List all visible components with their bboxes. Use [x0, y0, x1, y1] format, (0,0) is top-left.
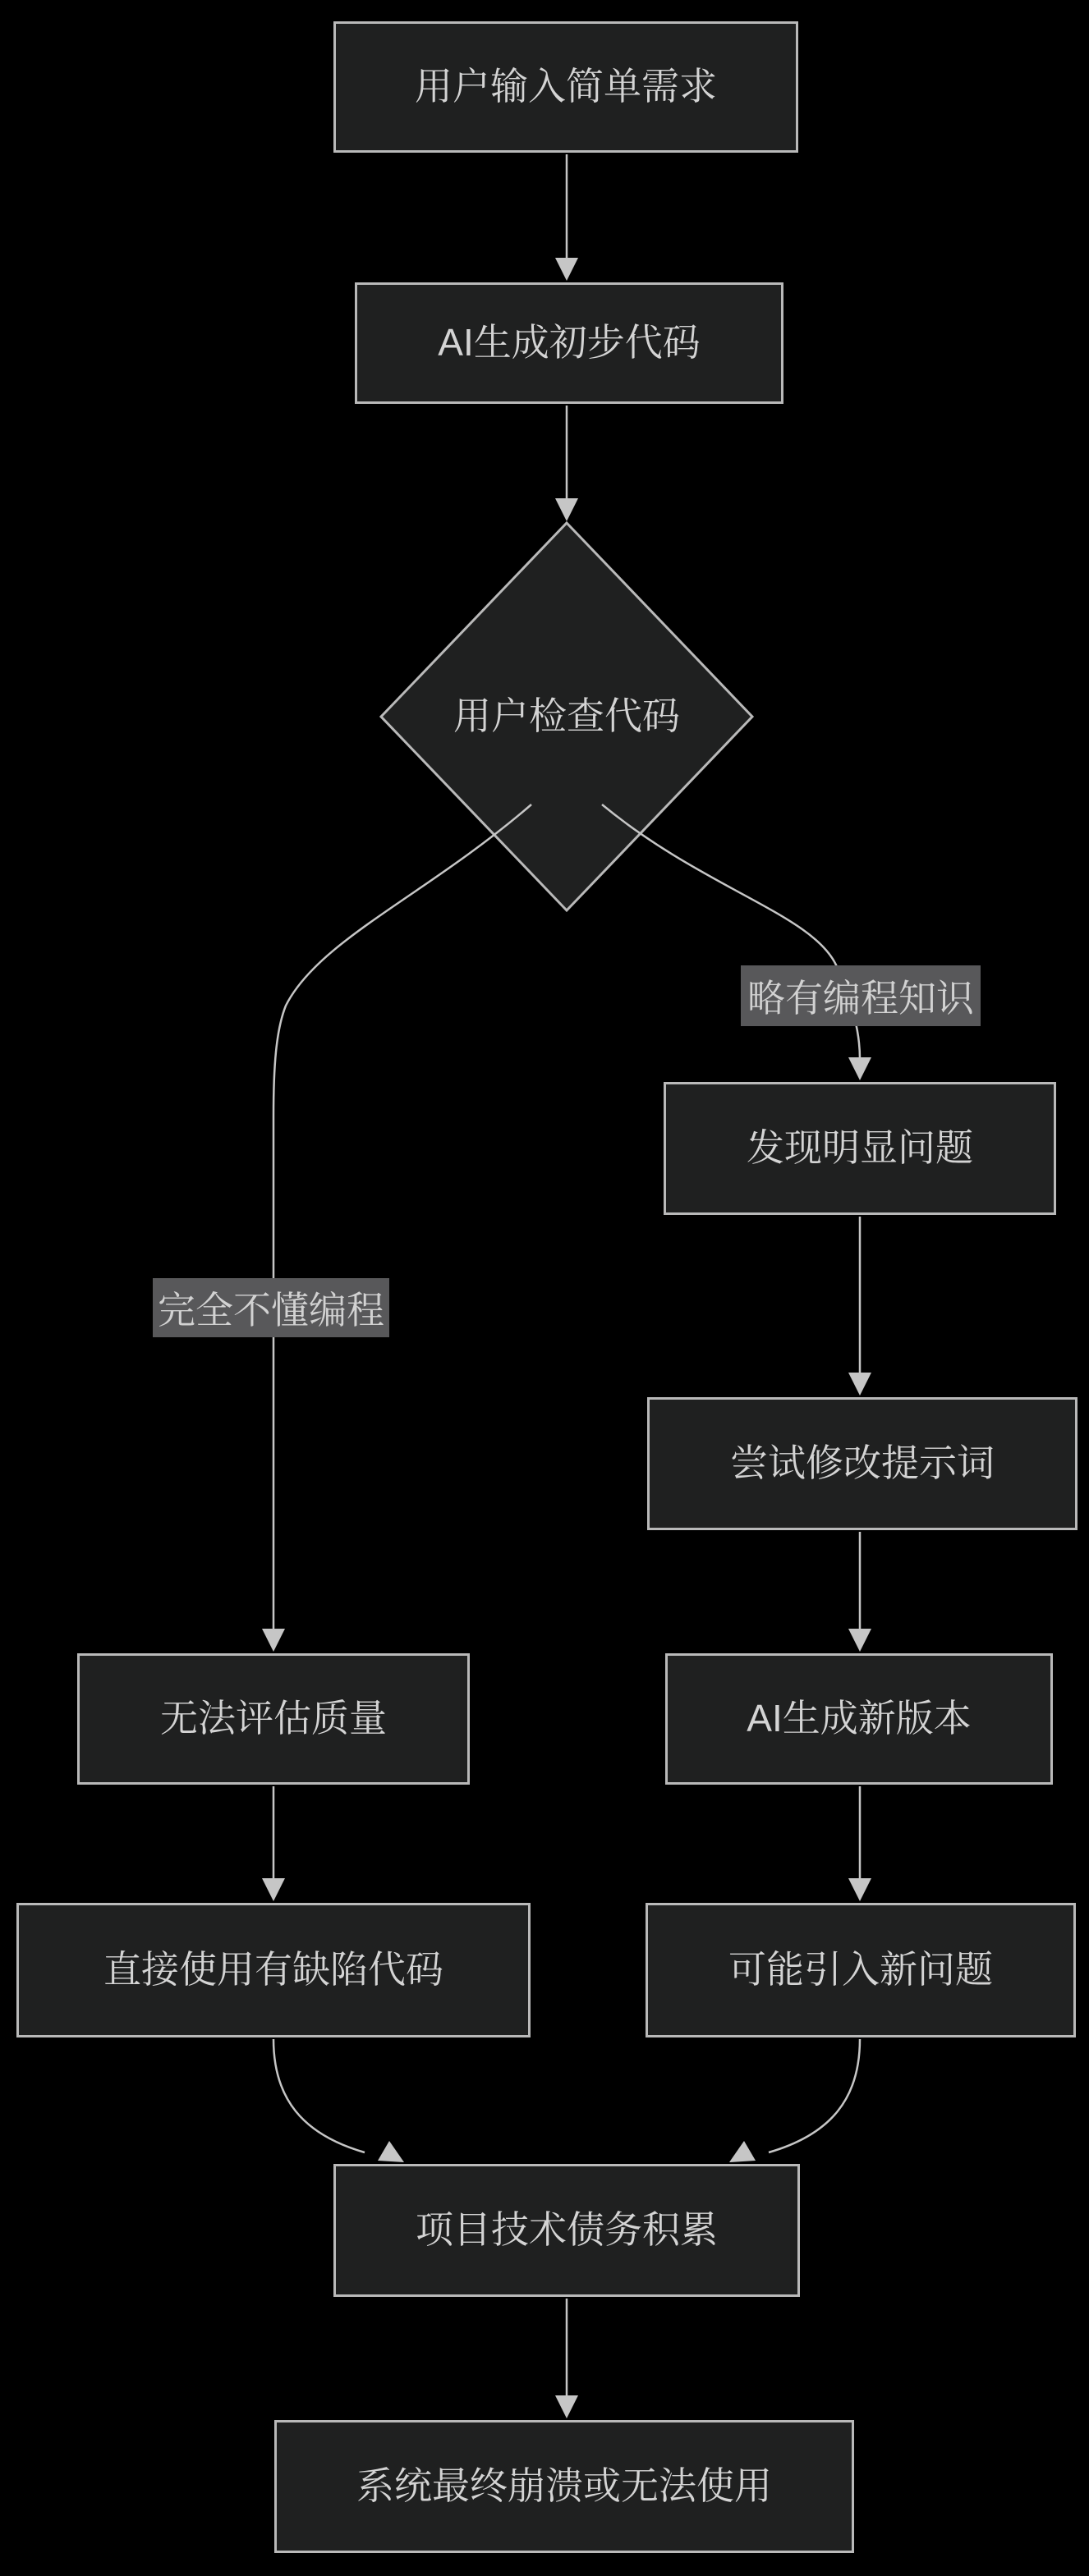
edge-label-no-programming-knowledge [153, 1278, 389, 1337]
node-may-introduce-new-problems [646, 1903, 1076, 2037]
node-label: AI生成新版本 [747, 1697, 972, 1740]
node-ai-generates-new-version [665, 1653, 1053, 1785]
node-label: 无法评估质量 [160, 1697, 387, 1740]
node-directly-uses-flawed-code [16, 1903, 531, 2037]
node-label: 直接使用有缺陷代码 [103, 1948, 443, 1992]
edge-c-h [273, 804, 531, 1640]
arrowhead-e-f [848, 1629, 871, 1652]
node-cannot-evaluate-quality [77, 1653, 470, 1785]
edge-g-j [769, 2039, 860, 2152]
node-ai-generates-initial-code [355, 282, 783, 404]
arrowhead-c-d [848, 1057, 871, 1080]
edge-label-text: 完全不懂编程 [158, 1289, 384, 1332]
node-label: 尝试修改提示词 [730, 1442, 995, 1485]
arrowhead-f-g [848, 1878, 871, 1901]
node-label: 系统最终崩溃或无法使用 [356, 2464, 772, 2508]
edge-i-j [273, 2039, 365, 2152]
arrowhead-b-c [555, 498, 578, 521]
node-system-finally-crashes [274, 2420, 854, 2553]
arrowhead-a-b [555, 258, 578, 281]
node-finds-obvious-problems [664, 1082, 1056, 1215]
arrowhead-h-i [262, 1878, 285, 1901]
arrowhead-i-j [378, 2141, 404, 2162]
node-technical-debt-accumulates [333, 2164, 800, 2297]
edge-label-text: 略有编程知识 [747, 977, 974, 1020]
node-label: 用户检查代码 [453, 694, 680, 738]
node-label: 项目技术债务积累 [416, 2208, 718, 2252]
node-tries-modifying-prompt [647, 1397, 1078, 1530]
node-user-input-simple-requirement [333, 21, 798, 153]
node-label: 发现明显问题 [747, 1126, 973, 1170]
arrowhead-d-e [848, 1373, 871, 1396]
decision-user-checks-code [381, 676, 752, 758]
node-label: 用户输入简单需求 [415, 65, 717, 108]
arrowhead-j-k [555, 2395, 578, 2418]
arrowhead-c-h [262, 1629, 285, 1652]
edge-label-some-programming-knowledge [741, 965, 981, 1026]
node-label: 可能引入新问题 [728, 1948, 993, 1992]
edge-c-d [602, 804, 860, 1069]
node-label: AI生成初步代码 [438, 321, 701, 364]
arrowhead-g-j [729, 2141, 756, 2162]
